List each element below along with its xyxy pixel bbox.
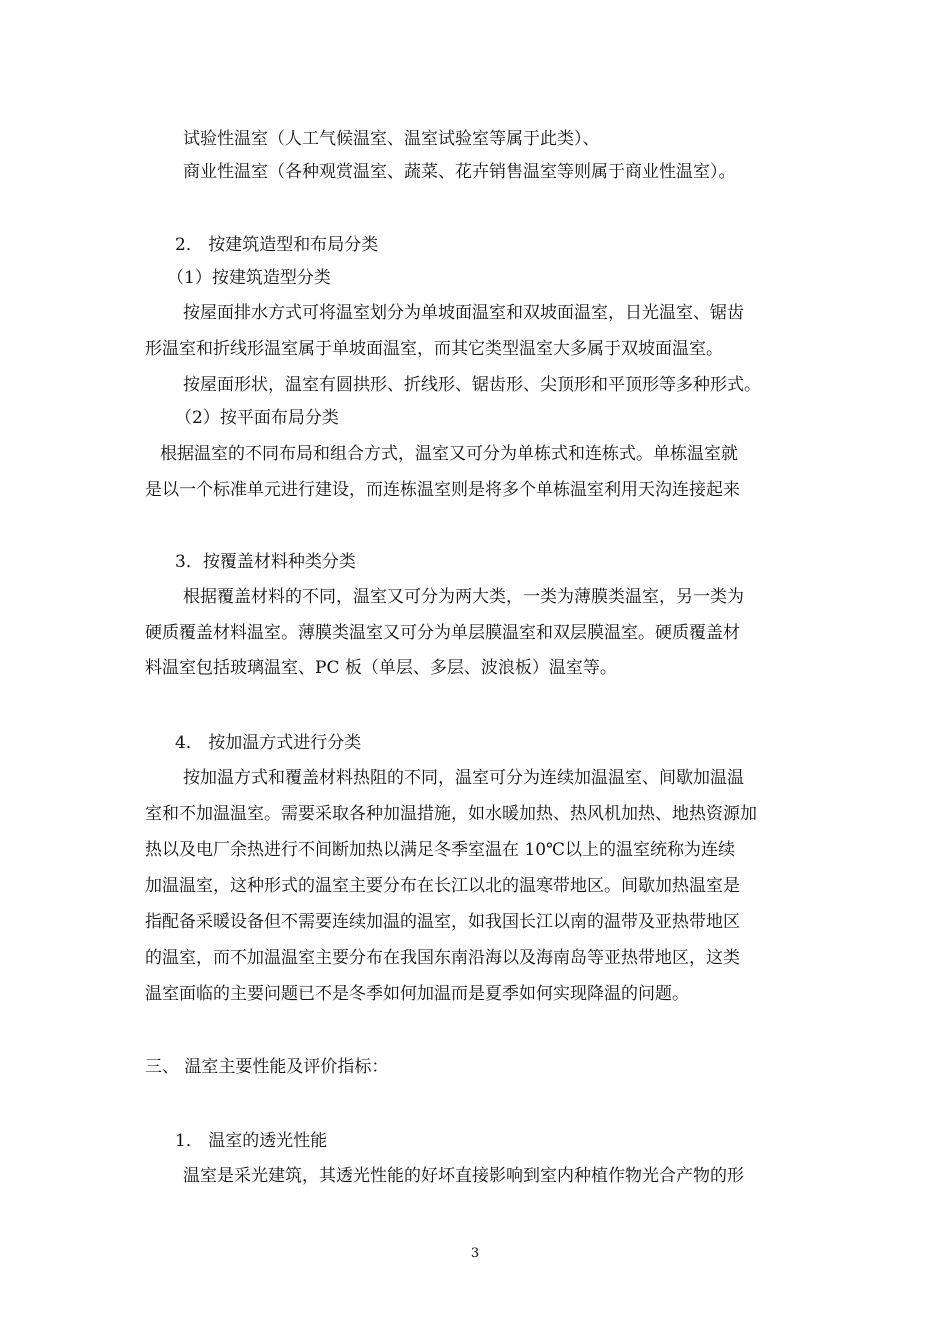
section-heading: 4． 按加温方式进行分类: [175, 733, 362, 753]
paragraph-line: 的温室，而不加温温室主要分布在我国东南沿海以及海南岛等亚热带地区，这类: [145, 948, 740, 968]
paragraph-line: 温室面临的主要问题已不是冬季如何加温而是夏季如何实现降温的问题。: [145, 984, 689, 1004]
paragraph-line: 是以一个标准单元进行建设，而连栋温室则是将多个单栋温室利用天沟连接起来: [145, 480, 740, 500]
subsection-heading: （2）按平面布局分类: [175, 408, 339, 428]
section-heading: 1． 温室的透光性能: [175, 1131, 328, 1151]
section-heading: 2． 按建筑造型和布局分类: [175, 235, 379, 255]
paragraph-line: 按屋面形状，温室有圆拱形、折线形、锯齿形、尖顶形和平顶形等多种形式。: [183, 375, 761, 395]
paragraph-line: 加温温室，这种形式的温室主要分布在长江以北的温寒带地区。间歇加热温室是: [145, 876, 740, 896]
paragraph-line: 室和不加温温室。需要采取各种加温措施，如水暖加热、热风机加热、地热资源加: [145, 804, 757, 824]
page-number: 3: [470, 1246, 480, 1261]
subsection-heading: （1）按建筑造型分类: [167, 268, 331, 288]
paragraph-line: 硬质覆盖材料温室。薄膜类温室又可分为单层膜温室和双层膜温室。硬质覆盖材: [145, 623, 740, 643]
paragraph-line: 根据覆盖材料的不同，温室又可分为两大类，一类为薄膜类温室，另一类为: [183, 587, 744, 607]
paragraph-line: 按加温方式和覆盖材料热阻的不同，温室可分为连续加温温室、间歇加温温: [183, 768, 744, 788]
paragraph-line: 按屋面排水方式可将温室划分为单坡面温室和双坡面温室，日光温室、锯齿: [183, 303, 744, 323]
paragraph-line: 料温室包括玻璃温室、PC 板（单层、多层、波浪板）温室等。: [145, 658, 617, 678]
paragraph-line: 形温室和折线形温室属于单坡面温室，而其它类型温室大多属于双坡面温室。: [145, 339, 723, 359]
paragraph-line: 热以及电厂余热进行不间断加热以满足冬季室温在 10℃以上的温室统称为连续: [145, 840, 736, 860]
paragraph-line: 商业性温室（各种观赏温室、蔬菜、花卉销售温室等则属于商业性温室）。: [183, 162, 736, 182]
section-heading: 3．按覆盖材料种类分类: [175, 552, 356, 572]
paragraph-line: 温室是采光建筑，其透光性能的好坏直接影响到室内种植作物光合产物的形: [183, 1166, 744, 1186]
chapter-heading: 三、 温室主要性能及评价指标：: [145, 1057, 389, 1077]
paragraph-line: 试验性温室（人工气候温室、温室试验室等属于此类）、: [183, 129, 600, 149]
paragraph-line: 根据温室的不同布局和组合方式，温室又可分为单栋式和连栋式。单栋温室就: [160, 444, 738, 464]
paragraph-line: 指配备采暖设备但不需要连续加温的温室，如我国长江以南的温带及亚热带地区: [145, 912, 740, 932]
